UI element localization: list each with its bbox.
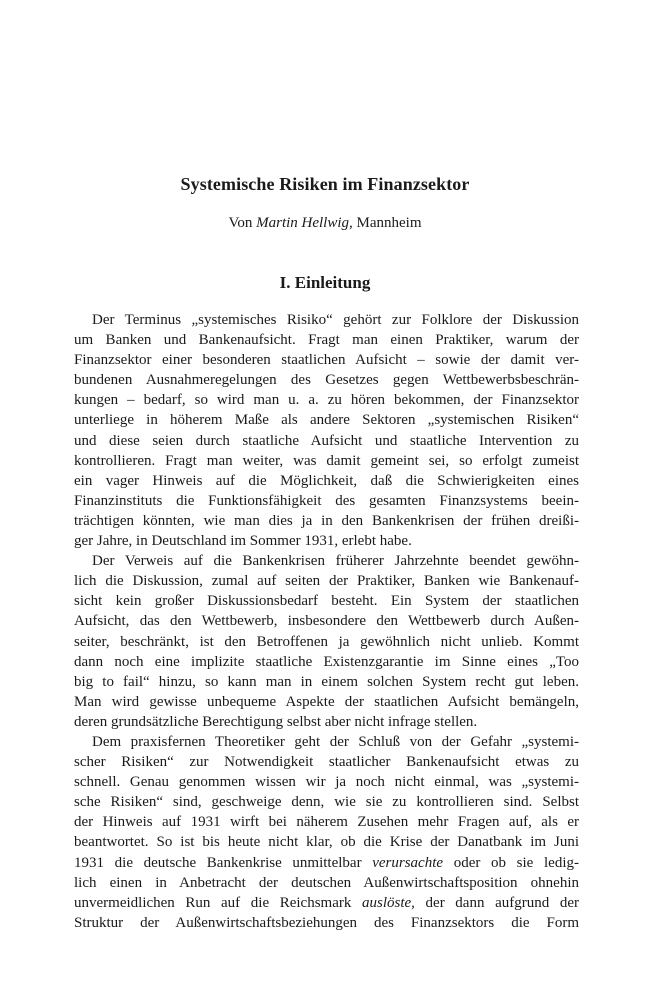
body-text (74, 310, 579, 933)
text-segment: oder ob sie ledig- (443, 854, 579, 871)
text-line: scher Risiken“ zur Notwendigkeit staatlicher Bankenaufsicht etwas zu (74, 754, 579, 771)
byline-prefix: Von (228, 215, 253, 231)
text-line (74, 873, 579, 893)
section-heading: I. Einleitung (279, 273, 371, 292)
text-line: deren grundsätzliche Berechtigung selbst aber nicht infrage stellen. (74, 713, 478, 730)
text-line: sicht kein großer Diskussionsbedarf besteht. Ein System der staatlichen (74, 593, 579, 610)
text-line (74, 853, 579, 873)
text-segment: lich einen in Anbetracht der deutschen Außenwirtschaftsposition ohnehin (74, 874, 579, 891)
text-segment: der dann aufgrund der (414, 894, 579, 911)
text-line: bundenen Ausnahmeregelungen des Gesetzes gegen Wettbewerbsbeschrän- (74, 372, 579, 389)
paragraph-2 (74, 551, 579, 732)
text-line: kungen – bedarf, so wird man u. a. zu hören bekommen, der Finanzsektor (74, 392, 579, 409)
text-line: Dem praxisfernen Theoretiker geht der Schluß von der Gefahr „systemi- (92, 733, 579, 750)
text-line: Aufsicht, das den Wettbewerb, insbesondere den Wettbewerb durch Außen- (74, 613, 579, 630)
text-segment: 1931 die deutsche Bankenkrise unmittelbar (74, 854, 373, 871)
author-location: Mannheim (356, 215, 422, 231)
text-line: und diese seien durch staatliche Aufsicht und staatliche Intervention zu (74, 432, 579, 449)
author-name: Martin Hellwig, (256, 215, 353, 231)
text-line: kontrollieren. Fragt man weiter, was damit gemeint sei, so erfolgt zumeist (74, 452, 579, 469)
text-line: beantwortet. So ist bis heute nicht klar, ob die Krise der Danatbank im Juni (74, 834, 579, 851)
text-line: der Hinweis auf 1931 wirft bei näherem Zusehen mehr Fragen auf, als er (74, 814, 579, 831)
text-line (74, 893, 579, 913)
text-line: Der Verweis auf die Bankenkrisen früherer Jahrzehnte beendet gewöhn- (92, 553, 579, 570)
text-line: dann noch eine implizite staatliche Existenzgarantie im Sinne eines „Too (74, 653, 579, 670)
text-segment: unvermeidlichen Run auf die Reichsmark (74, 894, 362, 911)
emphasized-word: verursachte (372, 854, 444, 871)
paragraph-1 (74, 310, 579, 551)
text-line: big to fail“ hinzu, so kann man in einem solchen System recht gut leben. (74, 673, 579, 690)
text-line: ein vager Hinweis auf die Möglichkeit, daß die Schwierigkeiten eines (74, 472, 579, 489)
byline (0, 215, 650, 232)
text-line: um Banken und Bankenaufsicht. Fragt man einen Praktiker, warum der (74, 332, 579, 349)
article-title: Systemische Risiken im Finanzsektor (180, 174, 470, 194)
text-line: Finanzsektor einer besonderen staatlichen Aufsicht – sowie der damit ver- (74, 352, 579, 369)
text-line: unterliege in höherem Maße als andere Sektoren „systemischen Risiken“ (74, 412, 579, 429)
text-segment: Struktur der Außenwirtschaftsbeziehungen des Finanzsektors die Form (74, 914, 579, 931)
text-line: seiter, beschränkt, ist den Betroffenen ja gewöhnlich nicht unlieb. Kommt (74, 633, 579, 650)
paragraph-3 (74, 732, 579, 933)
emphasized-word: auslöste, (362, 894, 415, 911)
text-line (74, 913, 579, 933)
text-line: Man wird gewisse unbequeme Aspekte der staatlichen Aufsicht bemängeln, (74, 693, 579, 710)
text-line: trächtigen könnten, wie man dies ja in den Bankenkrisen der frühen dreißi- (74, 512, 579, 529)
text-line: Finanzinstituts die Funktionsfähigkeit des gesamten Finanzsystems beein- (74, 492, 579, 509)
text-line: lich die Diskussion, zumal auf seiten der Praktiker, Banken wie Bankenauf- (74, 573, 579, 590)
text-line: sche Risiken“ sind, geschweige denn, wie sie zu kontrollieren sind. Selbst (74, 794, 579, 811)
text-line: ger Jahre, in Deutschland im Sommer 1931, erlebt habe. (74, 533, 412, 550)
text-line: schnell. Genau genommen wissen wir ja noch nicht einmal, was „systemi- (74, 774, 579, 791)
text-line: Der Terminus „systemisches Risiko“ gehört zur Folklore der Diskussion (92, 312, 579, 328)
